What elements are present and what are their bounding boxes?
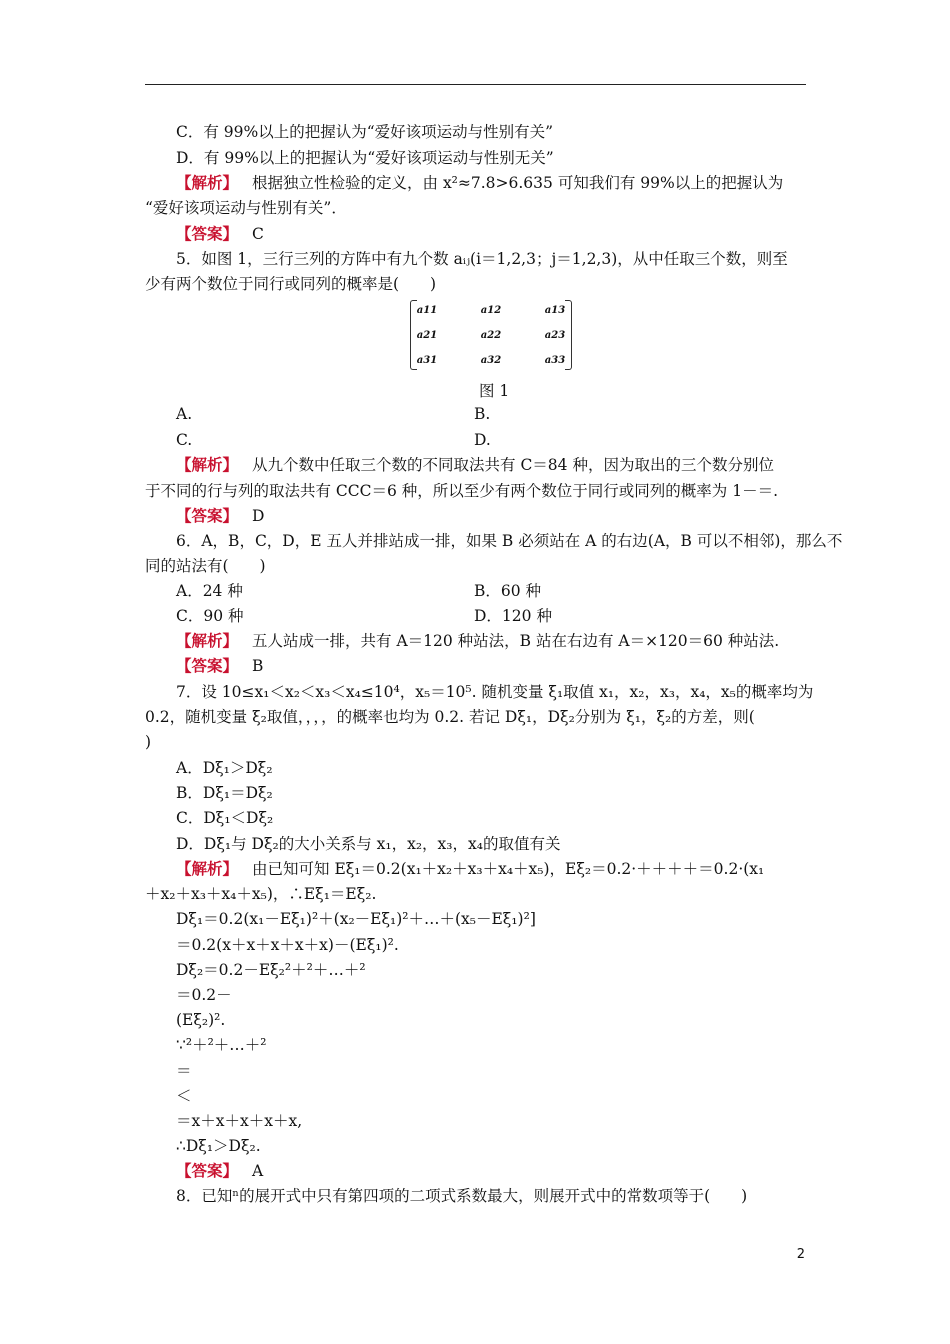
q7-analysis-line: Dξ₁＝0.2(x₁－Eξ₁)²＋(x₂－Eξ₁)²＋…＋(x₅－Eξ₁)²] <box>176 910 536 928</box>
analysis-tag: 【解析】 <box>176 173 239 192</box>
q5-option-c: C. <box>176 431 193 449</box>
answer-tag: 【答案】 <box>176 506 239 525</box>
q7-option-c: C．Dξ₁＜Dξ₂ <box>176 809 274 827</box>
q7-option-b: B．Dξ₁＝Dξ₂ <box>176 784 273 802</box>
q7-option-d: D．Dξ₁与 Dξ₂的大小关系与 x₁，x₂，x₃，x₄的取值有关 <box>176 835 561 853</box>
matrix-cell: a31 <box>416 355 438 366</box>
q7-analysis-line: ＝x＋x＋x＋x＋x, <box>176 1112 303 1130</box>
page-number: 2 <box>796 1247 805 1262</box>
matrix-cell: a32 <box>480 355 502 366</box>
matrix-cell: a23 <box>544 330 566 341</box>
q5-option-d: D. <box>474 431 491 449</box>
q6-answer-value: B <box>252 657 264 675</box>
q7-analysis-line: ∵²＋²＋…＋² <box>176 1036 267 1054</box>
q4-analysis-text: 根据独立性检验的定义，由 x²≈7.8>6.635 可知我们有 99%以上的把握认为 <box>252 174 784 192</box>
q7-analysis-line: ＝0.2(x＋x＋x＋x＋x)－(Eξ₁)². <box>176 936 399 954</box>
q5-analysis <box>176 455 774 475</box>
q5-option-b: B. <box>474 405 491 423</box>
q6-option-d: D．120 种 <box>474 607 552 625</box>
analysis-tag: 【解析】 <box>176 859 239 878</box>
q7-analysis-line: (Eξ₂)². <box>176 1011 226 1029</box>
q6-stem-cont: 同的站法有( ) <box>145 557 266 575</box>
figure-caption: 图 1 <box>479 382 510 400</box>
q5-analysis-cont: 于不同的行与列的取法共有 CCC＝6 种，所以至少有两个数位于同行或同列的概率为 1－＝. <box>145 482 779 500</box>
matrix-cell: a22 <box>480 330 502 341</box>
analysis-tag: 【解析】 <box>176 631 239 650</box>
q6-option-c: C．90 种 <box>176 607 244 625</box>
q7-analysis-text: 由已知可知 Eξ₁＝0.2(x₁＋x₂＋x₃＋x₄＋x₅)，Eξ₂＝0.2·＋＋＋＋＝0.2·(x₁ <box>252 860 765 878</box>
q7-analysis-line: ＝ <box>176 1062 192 1080</box>
q7-option-a: A．Dξ₁＞Dξ₂ <box>176 759 273 777</box>
matrix-cell: a11 <box>416 305 438 316</box>
q6-analysis-text: 五人站成一排，共有 A＝120 种站法，B 站在右边有 A＝×120＝60 种站法. <box>252 632 780 650</box>
q6-option-a: A．24 种 <box>176 582 243 600</box>
q5-stem: 5．如图 1，三行三列的方阵中有九个数 aᵢⱼ(i＝1,2,3；j＝1,2,3)，从中任取三个数，则至 <box>176 250 788 268</box>
q4-answer <box>176 224 264 244</box>
answer-tag: 【答案】 <box>176 224 239 243</box>
q7-analysis-line: ＋x₂＋x₃＋x₄＋x₅)，∴Eξ₁＝Eξ₂. <box>145 885 377 903</box>
analysis-tag: 【解析】 <box>176 455 239 474</box>
q7-analysis-line: ＜ <box>176 1087 192 1105</box>
matrix-cell: a13 <box>544 305 566 316</box>
q7-analysis-line: Dξ₂＝0.2－Eξ₂²＋²＋…＋² <box>176 961 366 979</box>
q5-analysis-text: 从九个数中任取三个数的不同取法共有 C＝84 种，因为取出的三个数分别位 <box>252 456 774 474</box>
matrix-cell: a21 <box>416 330 438 341</box>
q6-stem: 6．A，B，C，D，E 五人并排站成一排，如果 B 必须站在 A 的右边(A，B 可以不相邻)，那么不 <box>176 532 843 550</box>
q6-analysis <box>176 631 779 651</box>
q7-answer <box>176 1161 263 1181</box>
matrix-cell: a33 <box>544 355 566 366</box>
q5-answer-value: D <box>252 507 265 525</box>
q7-analysis-line: ＝0.2－ <box>176 986 232 1004</box>
q5-stem-cont: 少有两个数位于同行或同列的概率是( ) <box>145 275 437 293</box>
answer-tag: 【答案】 <box>176 656 239 675</box>
q4-option-d: D．有 99%以上的把握认为“爱好该项运动与性别无关” <box>176 149 554 167</box>
matrix-cell: a12 <box>480 305 502 316</box>
matrix-figure <box>410 300 572 370</box>
q4-answer-value: C <box>252 225 264 243</box>
q5-option-a: A. <box>176 405 193 423</box>
q7-answer-value: A <box>252 1162 264 1180</box>
q8-stem: 8．已知ⁿ的展开式中只有第四项的二项式系数最大，则展开式中的常数项等于( ) <box>176 1187 748 1205</box>
q6-option-b: B．60 种 <box>474 582 542 600</box>
q7-stem-cont: 0.2，随机变量 ξ₂取值，，，，的概率也均为 0.2. 若记 Dξ₁，Dξ₂分别为 ξ₁，ξ₂的方差，则( <box>145 708 755 726</box>
q6-answer <box>176 656 263 676</box>
q4-option-c: C．有 99%以上的把握认为“爱好该项运动与性别有关” <box>176 123 554 141</box>
q7-analysis <box>176 859 764 879</box>
header-rule <box>145 84 806 85</box>
q4-analysis-cont: “爱好该项运动与性别有关”． <box>145 199 347 217</box>
q7-stem-cont2: ) <box>145 733 152 751</box>
answer-tag: 【答案】 <box>176 1161 239 1180</box>
q4-analysis <box>176 173 783 193</box>
q7-stem: 7．设 10≤x₁＜x₂＜x₃＜x₄≤10⁴，x₅＝10⁵. 随机变量 ξ₁取值 x₁，x₂，x₃，x₄，x₅的概率均为 <box>176 683 814 701</box>
q5-answer <box>176 506 264 526</box>
q7-analysis-line: ∴Dξ₁＞Dξ₂. <box>176 1137 261 1155</box>
